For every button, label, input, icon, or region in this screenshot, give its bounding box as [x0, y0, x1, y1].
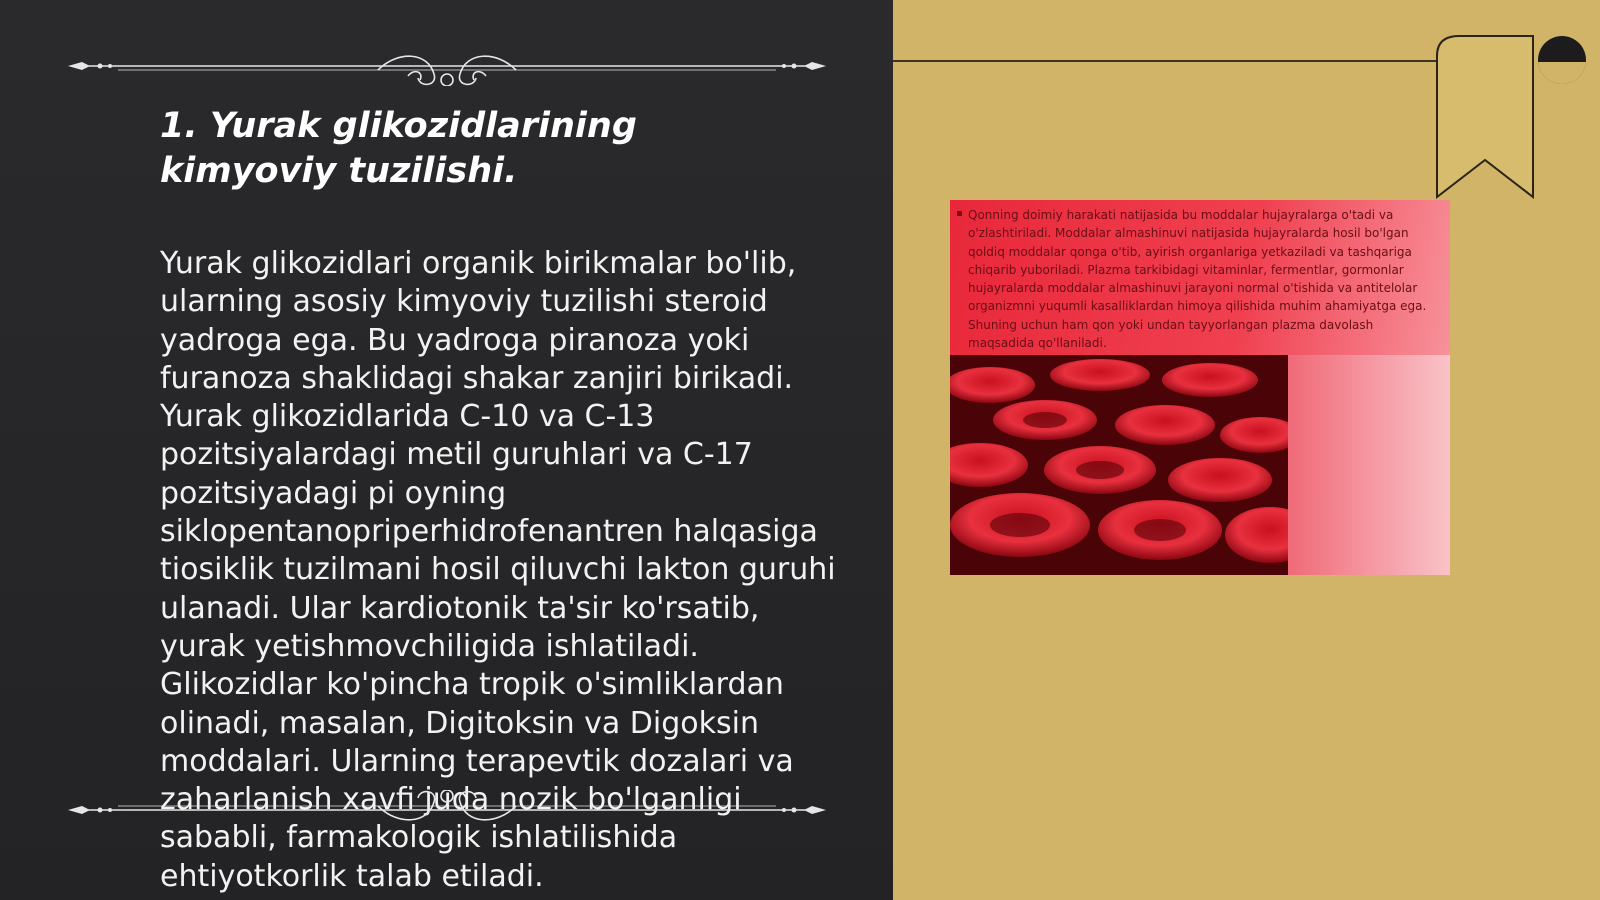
blood-cells-image	[950, 200, 1450, 575]
image-glare	[1288, 355, 1450, 575]
bottom-ornament-divider	[68, 790, 826, 830]
slide-body-text: Yurak glikozidlari organik birikmalar bo'lib, ularning asosiy kimyoviy tuzilishi steroid yadroga ega. Bu yadroga piranoza yoki furanoza shaklidagi shakar zanjiri birikadi. Yurak glikozidlarida C-10 va C-13 pozitsiyalardagi metil guruhlari va C-17 pozitsiyadagi pi oyning siklopentanopriperhidrofenantren halqasiga tiosiklik tuzilmani hosil qiluvchi lakton guruhi ulanadi. Ular kardiotonik ta'sir ko'rsatib, yurak yetishmovchiligida ishlatiladi. Glikozidlar ko'pincha tropik o'simliklardan olinadi, masalan, Digitoksin va Digoksin moddalari. Ularning terapevtik dozalari va zaharlanish xavfi juda nozik bo'lganligi sababli, farmakologik ishlatilishida ehtiyotkorlik talab etiladi.	[160, 246, 836, 894]
top-ornament-divider	[68, 46, 826, 86]
decorative-circle	[1538, 36, 1586, 84]
image-caption: Qonning doimiy harakati natijasida bu moddalar hujayralarga o'tadi va o'zlashtiriladi. Moddalar almashinuvi natijasida hujayralarda hosil bo'lgan qoldiq moddalar qonga o'tib, ayirish organlariga yetkaziladi va tashqariga chiqarib yuboriladi. Plazma tarkibidagi vitaminlar, fermentlar, gormonlar hujayralarda moddalar almashinuvi jarayoni normal o'tishida va antitelolar organizmni yuqumli kasalliklardan himoya qilishida muhim ahamiyatga ega. Shuning uchun ham qon yoki undan tayyorlangan plazma davolash maqsadida qo'llaniladi.	[968, 208, 1427, 351]
bookmark-ribbon-icon	[1435, 34, 1535, 199]
bullet-icon: ▪	[956, 208, 963, 219]
divider-line	[893, 60, 1438, 62]
red-blood-cells-picture	[950, 355, 1288, 575]
slide-title: 1. Yurak glikozidlarining kimyoviy tuzilishi.	[160, 106, 637, 191]
